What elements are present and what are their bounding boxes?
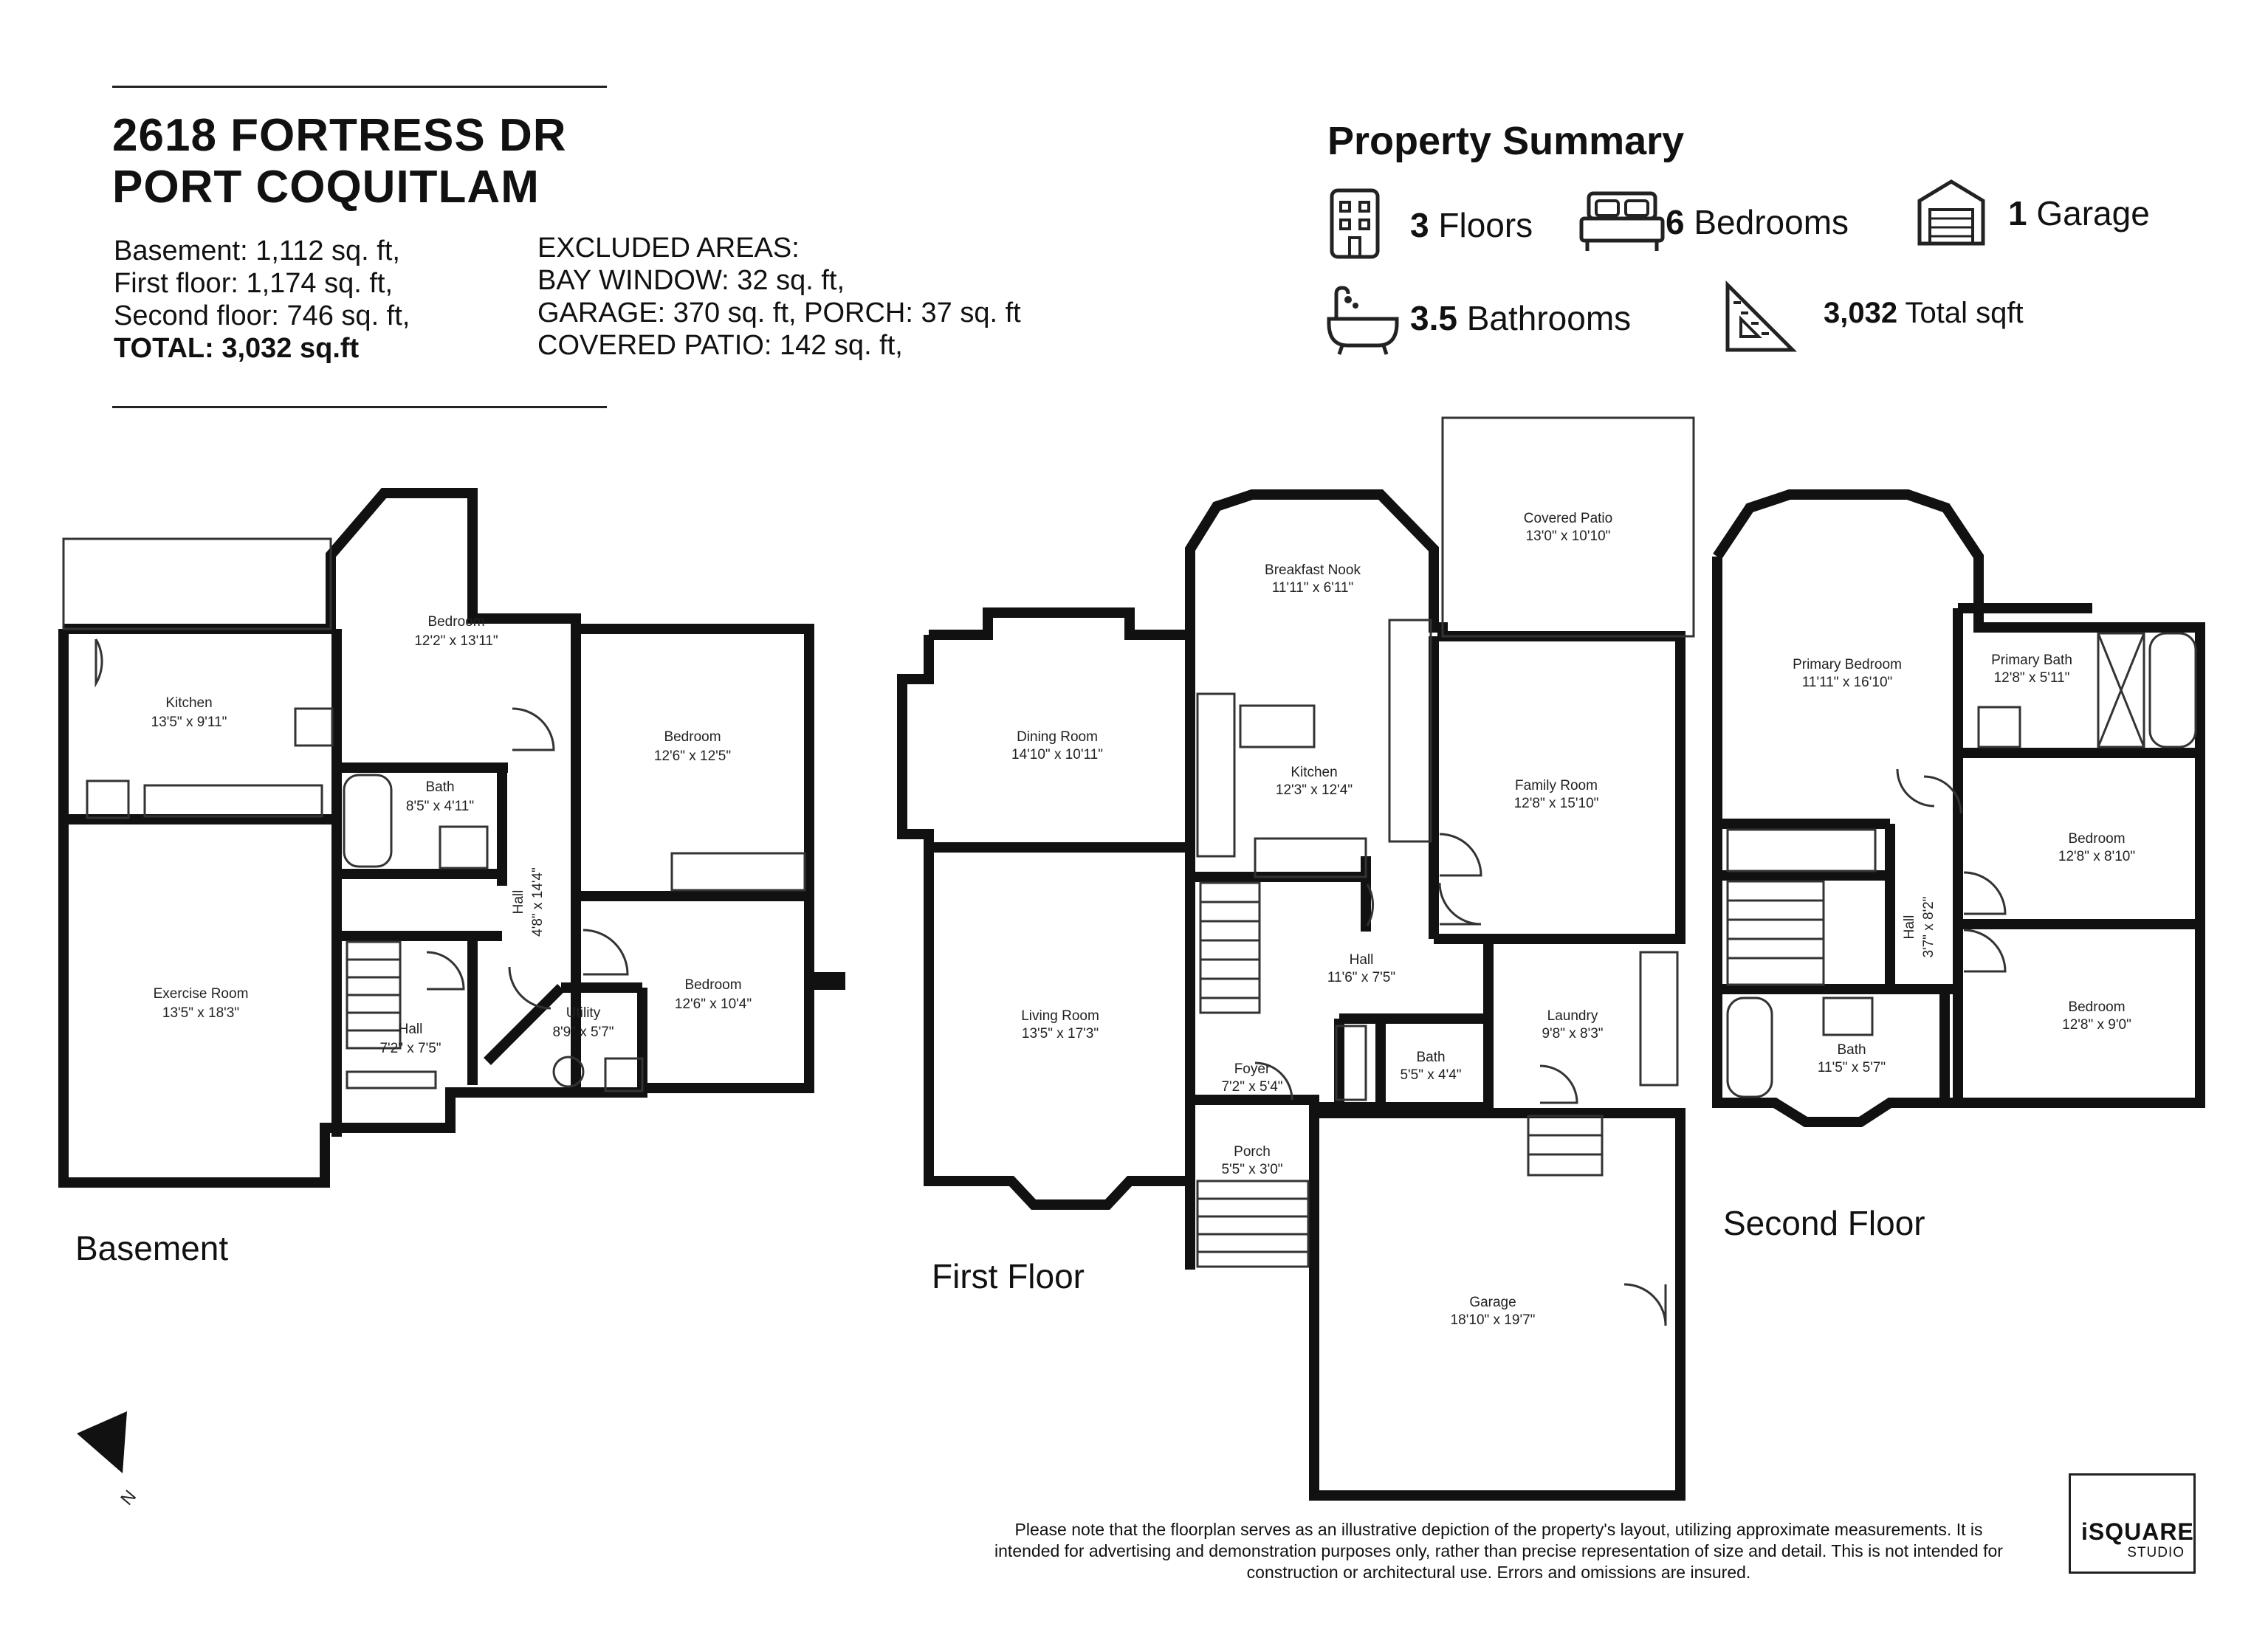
disclaimer-text: Please note that the floorplan serves as an illustrative depiction of the property's layout, utilizing approximate measurements. It is intended for advertising and demonstration purposes only, rather than precise representation of size and detail. This is not intended for construction or architectural use. Errors and omissions are insured. <box>994 1520 2003 1582</box>
basement-vanity <box>440 827 487 868</box>
room-name: Primary Bath <box>1991 653 2072 668</box>
room-dim: 13'5" x 17'3" <box>1021 1026 1099 1042</box>
room-name: Garage <box>1469 1295 1516 1310</box>
area-first-floor: First floor: 1,174 sq. ft, <box>114 268 394 299</box>
room-name: Bedroom <box>2068 831 2126 847</box>
area-second-floor: Second floor: 746 sq. ft, <box>114 300 410 331</box>
room-dim: 13'5" x 18'3" <box>162 1005 240 1021</box>
floor-label-first: First Floor <box>932 1257 1085 1295</box>
basement-door-swing <box>96 639 102 684</box>
first-door-swing <box>1440 883 1481 924</box>
room-name: Bedroom <box>427 614 485 630</box>
garage-stairs <box>1528 1116 1602 1175</box>
address-line2: PORT COQUITLAM <box>112 162 540 213</box>
second-door-swing <box>1897 769 1934 806</box>
kitchen-pantry <box>1389 620 1431 841</box>
room-name: Hall <box>1902 915 1917 940</box>
bedrooms-label: Bedrooms <box>1684 203 1849 241</box>
first-door-swing <box>1624 1284 1666 1326</box>
area-total: TOTAL: 3,032 sq.ft <box>114 333 360 364</box>
room-dim: 12'8" x 8'10" <box>2058 849 2136 864</box>
bathrooms-label: Bathrooms <box>1457 299 1632 337</box>
garage-label: Garage <box>2027 194 2150 233</box>
room-name: Porch <box>1234 1144 1271 1160</box>
room-name: Hall <box>1349 952 1374 968</box>
logo-line1: iSQUARE <box>2081 1518 2194 1545</box>
kitchen-island <box>1240 706 1314 747</box>
second-door-swing <box>1964 872 2005 914</box>
logo-line2: STUDIO <box>2127 1545 2185 1560</box>
room-dim: 12'8" x 15'10" <box>1513 796 1599 811</box>
room-dim: 9'8" x 8'3" <box>1542 1026 1604 1042</box>
basement-door-swing <box>427 952 464 989</box>
room-dim: 8'5" x 4'11" <box>405 799 475 814</box>
basement-stove <box>295 709 332 746</box>
room-name: Bath <box>1416 1050 1446 1065</box>
room-dim: 18'10" x 19'7" <box>1450 1312 1536 1328</box>
first-door-swing <box>1540 1066 1577 1103</box>
first-floor-plan <box>902 495 1680 1495</box>
room-name: Utility <box>566 1005 601 1021</box>
floors-label: Floors <box>1429 206 1533 244</box>
room-dim: 11'5" x 5'7" <box>1817 1060 1886 1075</box>
room-name: Family Room <box>1515 778 1598 793</box>
room-name: Breakfast Nook <box>1265 562 1361 578</box>
basement-door-leaf <box>347 1072 436 1088</box>
room-dim: 12'6" x 12'5" <box>653 748 732 764</box>
laundry-counter <box>1640 952 1677 1085</box>
room-name: Exercise Room <box>153 986 249 1002</box>
room-dim: 12'3" x 12'4" <box>1275 782 1353 798</box>
room-name: Bedroom <box>664 729 721 745</box>
room-dim: 7'2" x 7'5" <box>379 1041 441 1056</box>
summary-title: Property Summary <box>1327 119 1685 163</box>
first-floor-wall <box>929 613 1190 635</box>
room-dim: 3'7" x 8'2" <box>1921 896 1937 958</box>
basement-plan <box>63 493 840 1182</box>
primary-vanity <box>1979 707 2020 747</box>
second-bath-vanity <box>1824 998 1872 1035</box>
room-name: Hall <box>398 1022 423 1037</box>
room-name: Laundry <box>1547 1008 1598 1024</box>
basement-tub <box>344 775 391 867</box>
room-dim: 5'5" x 3'0" <box>1221 1162 1283 1177</box>
garage-value: 1 <box>2008 194 2027 233</box>
room-dim: 14'10" x 10'11" <box>1011 747 1103 762</box>
room-name: Foyer <box>1234 1061 1271 1077</box>
second-bath-tub <box>1728 998 1772 1097</box>
room-dim: 8'9" x 5'7" <box>552 1025 614 1040</box>
room-name: Hall <box>511 889 526 915</box>
room-dim: 11'6" x 7'5" <box>1327 970 1396 985</box>
second-stairs <box>1728 881 1824 985</box>
room-name: Bedroom <box>684 977 742 993</box>
room-dim: 7'2" x 5'4" <box>1221 1079 1283 1095</box>
room-dim: 13'5" x 9'11" <box>151 715 227 730</box>
room-dim: 11'11" x 16'10" <box>1801 675 1893 690</box>
floor-label-basement: Basement <box>75 1229 229 1267</box>
excluded-garage-porch: GARAGE: 370 sq. ft, PORCH: 37 sq. ft <box>537 297 1021 328</box>
room-dim: 12'6" x 10'4" <box>674 996 752 1012</box>
primary-tub <box>2150 633 2196 747</box>
basement-fridge <box>87 781 128 818</box>
room-name: Primary Bedroom <box>1793 657 1902 672</box>
basement-door-swing <box>583 930 628 974</box>
room-name: Dining Room <box>1017 729 1098 745</box>
basement-door-swing <box>512 709 554 750</box>
floor-label-second: Second Floor <box>1723 1204 1925 1242</box>
basement-closet <box>672 853 805 890</box>
isquare-studio-logo <box>2069 1473 2196 1574</box>
first-door-swing <box>1440 834 1481 875</box>
basement-wall <box>63 493 840 1182</box>
excluded-title: EXCLUDED AREAS: <box>537 233 800 264</box>
room-name: Bedroom <box>2068 999 2126 1015</box>
room-name: Kitchen <box>165 695 213 711</box>
second-floor-room-labels <box>1793 653 2135 1075</box>
sqft-value: 3,032 <box>1824 297 1898 329</box>
area-basement: Basement: 1,112 sq. ft, <box>114 235 400 266</box>
kitchen-counter <box>1197 694 1234 856</box>
covered-patio-outline <box>1443 418 1694 636</box>
room-dim: 11'11" x 6'11" <box>1271 580 1354 596</box>
second-door-swing <box>1964 930 2005 971</box>
room-dim: 13'0" x 10'10" <box>1525 529 1611 544</box>
sqft-label: Total sqft <box>1897 297 2024 329</box>
excluded-bay-window: BAY WINDOW: 32 sq. ft, <box>537 265 845 296</box>
room-dim: 12'8" x 5'11" <box>1993 670 2070 686</box>
room-name: Kitchen <box>1291 765 1338 780</box>
basement-kitchen-counter <box>145 785 322 816</box>
bathrooms-value: 3.5 <box>1410 299 1457 337</box>
address-line1: 2618 FORTRESS DR <box>112 110 567 161</box>
north-arrow-icon <box>77 1411 140 1509</box>
porch-stairs <box>1197 1181 1308 1267</box>
room-dim: 5'5" x 4'4" <box>1400 1067 1462 1083</box>
room-name: Covered Patio <box>1523 511 1613 526</box>
excluded-covered-patio: COVERED PATIO: 142 sq. ft, <box>537 330 903 361</box>
floors-value: 3 <box>1410 206 1429 244</box>
room-dim: 12'2" x 13'11" <box>414 633 498 649</box>
room-name: Living Room <box>1021 1008 1099 1024</box>
room-name: Bath <box>1837 1042 1866 1058</box>
room-name: Bath <box>425 779 455 795</box>
compass-label: N <box>117 1486 141 1509</box>
primary-closet <box>1728 830 1875 871</box>
bedrooms-value: 6 <box>1666 203 1685 241</box>
room-dim: 12'8" x 9'0" <box>2062 1017 2131 1033</box>
room-dim: 4'8" x 14'4" <box>530 867 546 937</box>
basement-patio <box>63 539 331 629</box>
basement-utility-appliance <box>605 1058 642 1091</box>
kitchen-counter <box>1255 839 1366 877</box>
